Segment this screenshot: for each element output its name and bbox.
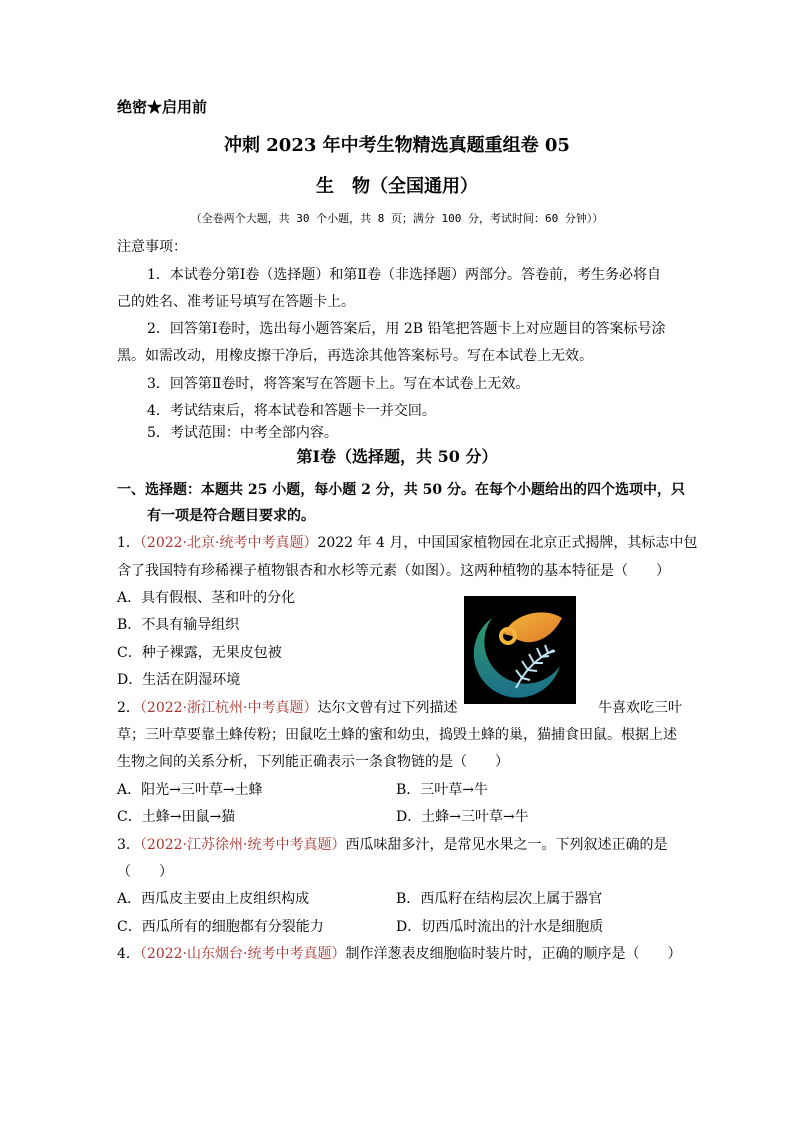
notice-item: 3．回答第Ⅱ卷时，将答案写在答题卡上。写在本试卷上无效。 (147, 376, 530, 392)
question-text: 达尔文曾有过下列描述 (317, 700, 458, 716)
option: C．种子裸露，无果皮包被 (117, 645, 282, 661)
question-number: 1． (117, 535, 140, 551)
option: B．不具有输导组织 (117, 617, 240, 633)
notice-item: 2．回答第Ⅰ卷时，选出每小题答案后，用 2B 铅笔把答题卡上对应题目的答案标号涂 (147, 321, 666, 337)
question-number: 3． (117, 837, 140, 853)
page-subtitle: 生 物（全国通用） (316, 176, 478, 197)
question-3-line (117, 835, 667, 855)
notice-item: 1．本试卷分第Ⅰ卷（选择题）和第Ⅱ卷（非选择题）两部分。答卷前，考生务必将自 (147, 267, 661, 283)
page-title: 冲刺 2023 年中考生物精选真题重组卷 05 (224, 135, 570, 156)
option: A．西瓜皮主要由上皮组织构成 (117, 891, 310, 907)
question-text: 西瓜味甜多汁，是常见水果之一。下列叙述正确的是 (345, 837, 668, 853)
option: A．具有假根、茎和叶的分化 (117, 590, 296, 606)
question-text: 含了我国特有珍稀裸子植物银杏和水杉等元素（如图）。这两种植物的基本特征是（ ） (117, 563, 670, 579)
question-text: 牛喜欢吃三叶 (598, 700, 682, 716)
question-2-line (117, 698, 457, 718)
question-number: 2． (117, 700, 140, 716)
question-text: 制作洋葱表皮细胞临时装片时，正确的顺序是（ ） (345, 946, 682, 962)
notice-item: 黑。如需改动，用橡皮擦干净后，再选涂其他答案标号。写在本试卷上无效。 (117, 348, 593, 364)
option: D．生活在阴湿环境 (117, 672, 241, 688)
notice-item: 己的姓名、准考证号填写在答题卡上。 (117, 294, 355, 310)
exam-info: （全卷两个大题，共 30 个小题，共 8 页；满分 100 分，考试时间：60 分钟）） (190, 212, 604, 225)
option: A．阳光→三叶草→土蜂 (117, 782, 263, 798)
option: B．三叶草→牛 (396, 782, 489, 798)
option: C．土蜂→田鼠→猫 (117, 809, 236, 825)
question-source: （2022·北京·统考中考真题） (139, 535, 318, 551)
question-4-line (117, 944, 681, 964)
option: D．切西瓜时流出的汁水是细胞质 (396, 919, 604, 935)
option: D．土蜂→三叶草→牛 (396, 809, 529, 825)
section-instruction: 有一项是符合题目要求的。 (147, 508, 315, 524)
question-source: （2022·浙江杭州·中考真题） (139, 700, 318, 716)
question-1-line (117, 533, 697, 553)
option: C．西瓜所有的细胞都有分裂能力 (117, 919, 324, 935)
question-text: （ ） (117, 864, 173, 880)
question-text: 草；三叶草要靠土蜂传粉；田鼠吃土蜂的蜜和幼虫，捣毁土蜂的巢，猫捕食田鼠。根据上述 (117, 727, 677, 743)
question-text: 生物之间的关系分析，下列能正确表示一条食物链的是（ ） (117, 754, 509, 770)
confidential-mark: 绝密★启用前 (117, 98, 208, 116)
notice-item: 4．考试结束后，将本试卷和答题卡一并交回。 (147, 403, 436, 419)
question-source: （2022·山东烟台·统考中考真题） (139, 946, 346, 962)
botanical-garden-logo-image (464, 596, 576, 704)
question-text: 2022 年 4 月，中国国家植物园在北京正式揭牌，其标志中包 (317, 535, 698, 551)
notice-item: 5．考试范围：中考全部内容。 (147, 425, 338, 441)
question-number: 4． (117, 946, 140, 962)
option: B．西瓜籽在结构层次上属于器官 (396, 891, 603, 907)
question-source: （2022·江苏徐州·统考中考真题） (139, 837, 346, 853)
section-title: 第Ⅰ卷（选择题，共 50 分） (296, 447, 498, 466)
notice-heading: 注意事项： (117, 239, 187, 255)
section-instruction: 一、选择题：本题共 25 小题，每小题 2 分，共 50 分。在每个小题给出的四个选项中，只 (117, 482, 685, 498)
